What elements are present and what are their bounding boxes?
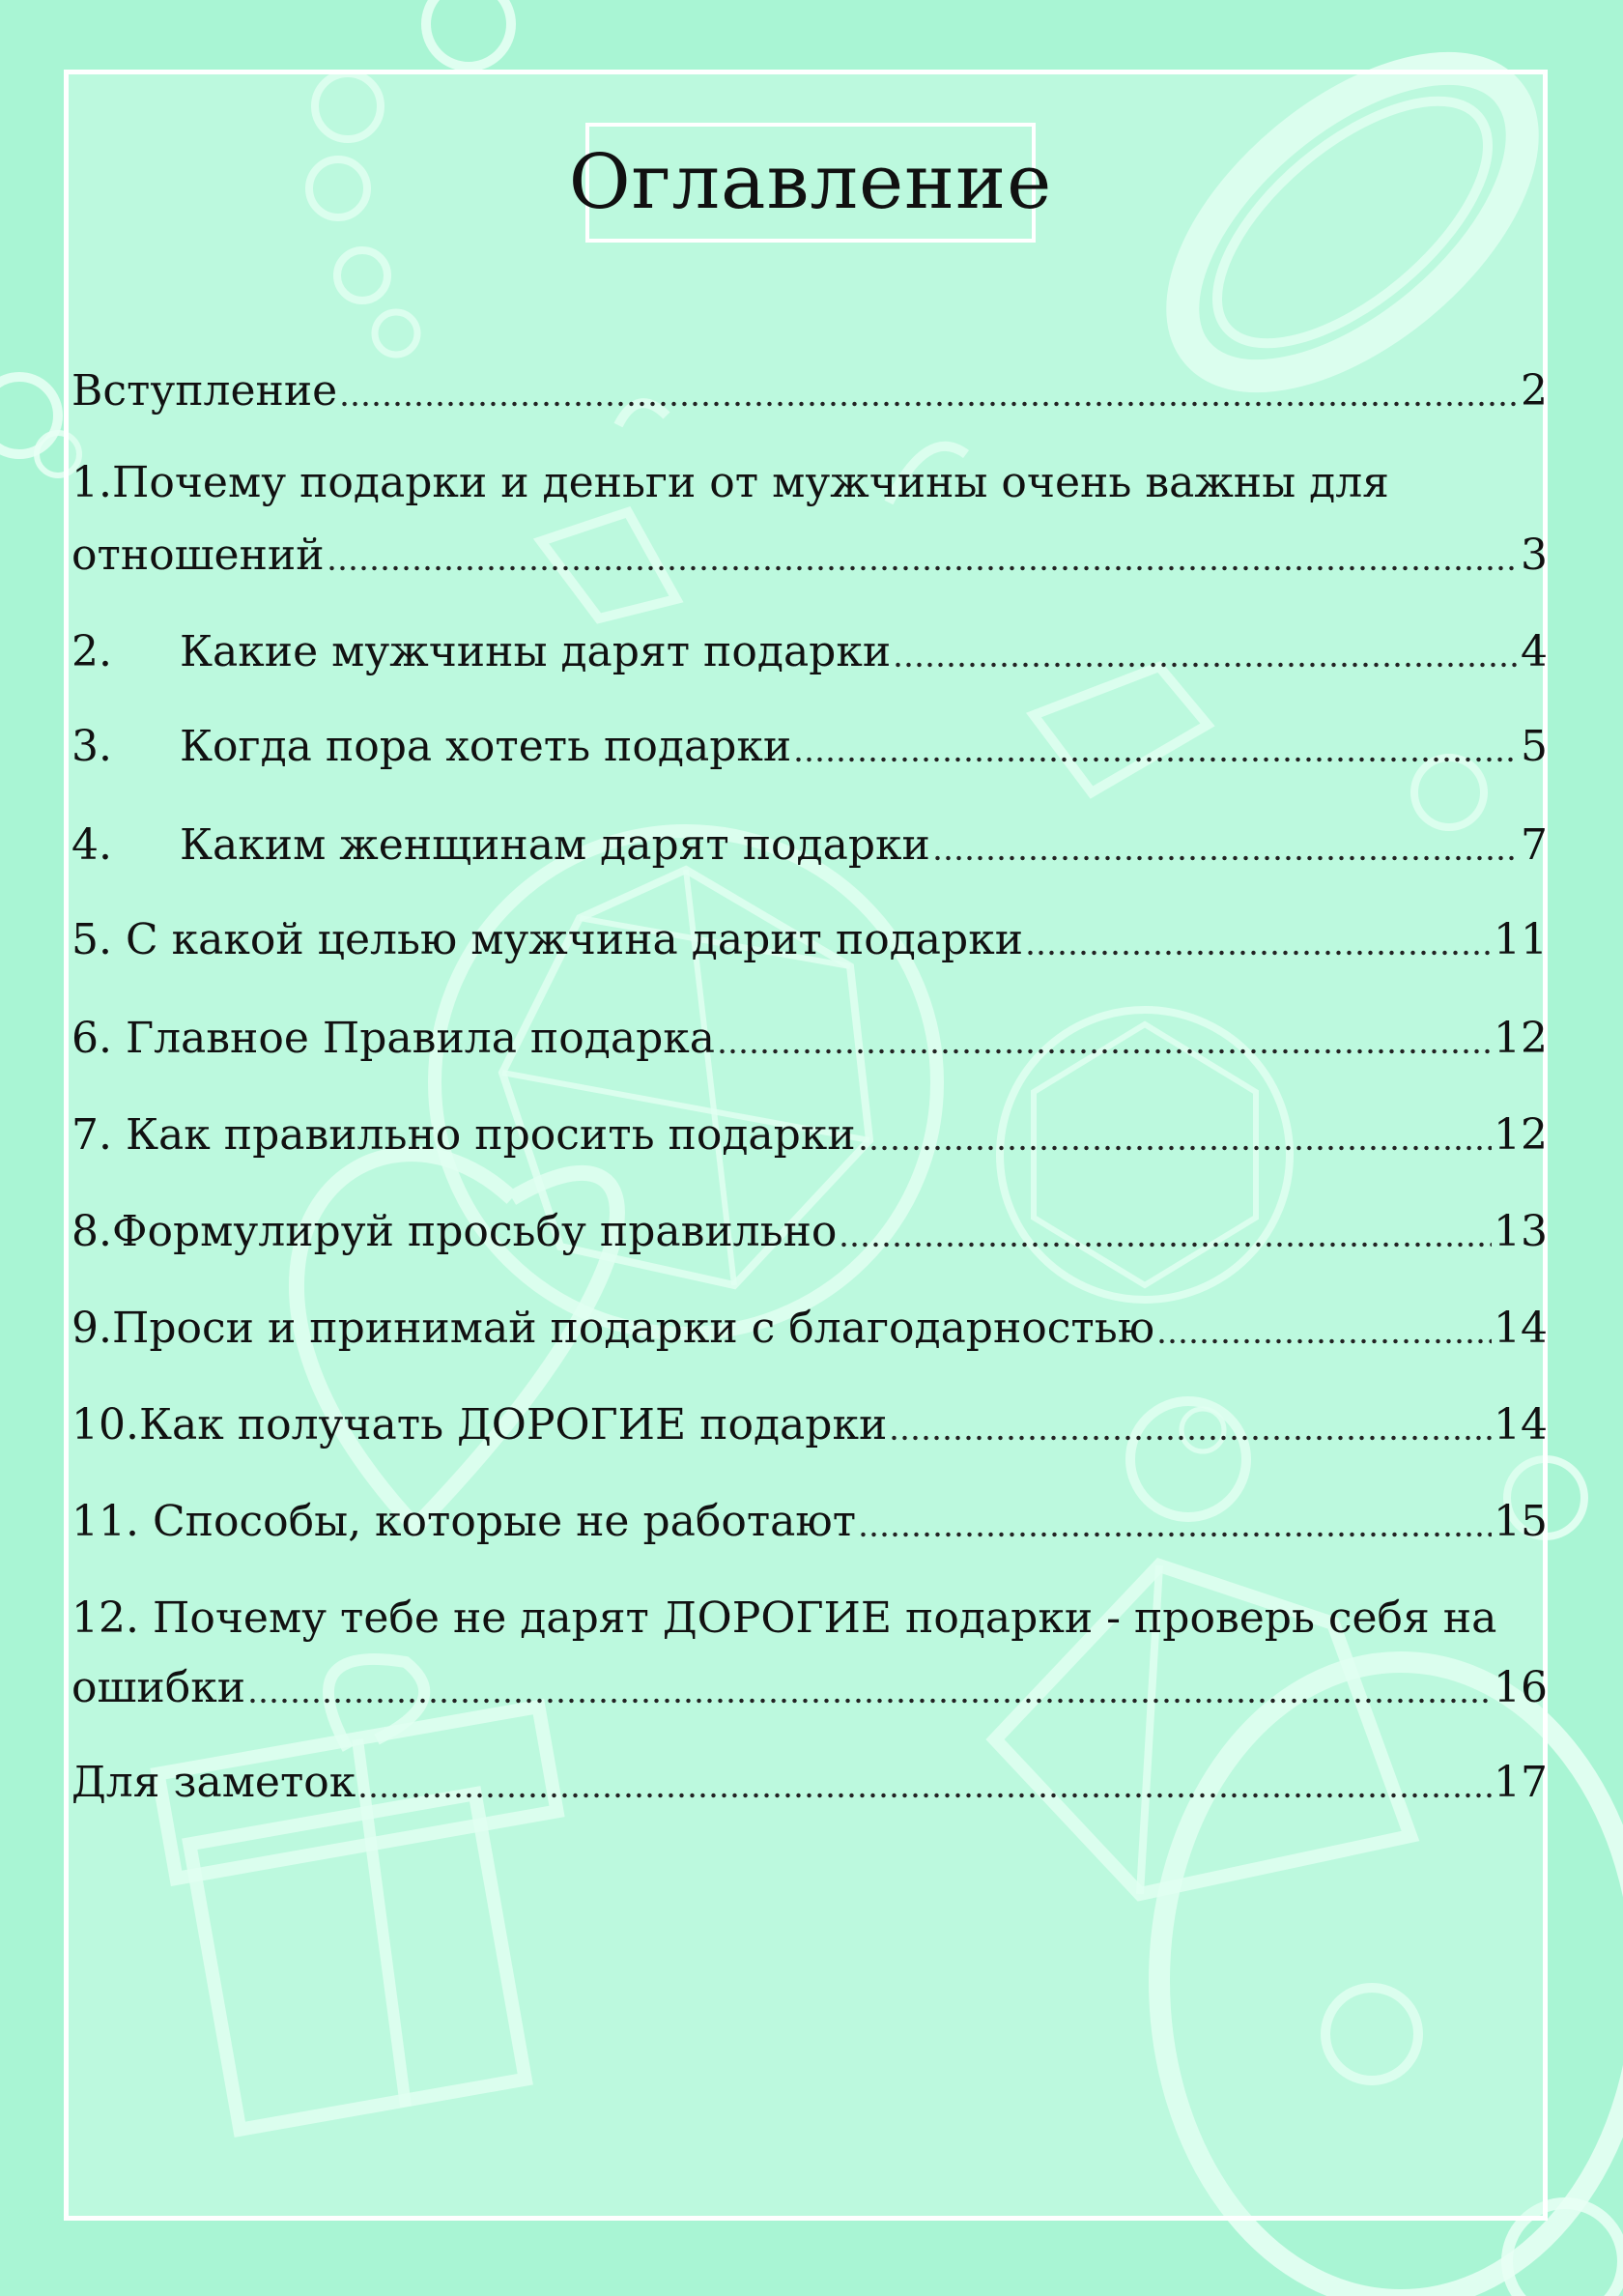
toc-entry-title: ошибки — [71, 1663, 246, 1712]
toc-entry-1[interactable] — [71, 522, 1550, 580]
leader-dots — [357, 1757, 1492, 1799]
toc-entry-9[interactable] — [71, 1295, 1550, 1353]
leader-dots — [893, 626, 1519, 669]
toc-page-number: 5 — [1521, 722, 1548, 771]
toc-entry-10[interactable] — [71, 1392, 1550, 1449]
toc-page-number: 15 — [1494, 1497, 1548, 1546]
leader-dots — [858, 1496, 1492, 1538]
leader-dots — [858, 1109, 1492, 1152]
toc-entry-2[interactable] — [71, 618, 1550, 676]
toc-entry-title: 8.Формулируй просьбу правильно — [71, 1207, 838, 1256]
toc-entry-6[interactable] — [71, 1005, 1550, 1063]
toc-page-number: 14 — [1494, 1304, 1548, 1353]
leader-dots — [1156, 1303, 1492, 1345]
toc-entry-title: Вступление — [71, 366, 338, 416]
toc-entry-title: 10.Как получать ДОРОГИЕ подарки — [71, 1400, 888, 1449]
toc-page-number: 11 — [1494, 915, 1548, 964]
toc-page-number: 16 — [1494, 1663, 1548, 1712]
toc-page-number: 14 — [1494, 1400, 1548, 1449]
leader-dots — [327, 530, 1519, 572]
toc-entry-7[interactable] — [71, 1102, 1550, 1160]
toc-page-number: 3 — [1521, 531, 1548, 580]
toc-entry-12[interactable] — [71, 1654, 1550, 1712]
toc-entry-1-line1[interactable] — [71, 449, 1550, 507]
leader-dots — [889, 1399, 1492, 1442]
title-box — [568, 123, 1053, 243]
page-title: Оглавление — [568, 139, 1053, 226]
leader-dots — [717, 1013, 1492, 1055]
toc-entry-5[interactable] — [71, 906, 1550, 964]
leader-dots — [247, 1662, 1492, 1705]
toc-page-number: 7 — [1521, 820, 1548, 870]
toc-entry-title: Когда пора хотеть подарки — [179, 722, 792, 771]
toc-entry-title: 9.Проси и принимай подарки с благодарностью — [71, 1304, 1155, 1353]
toc-entry-8[interactable] — [71, 1198, 1550, 1256]
toc-page-number: 12 — [1494, 1110, 1548, 1160]
toc-entry-title: 5. С какой целью мужчина дарит подарки — [71, 915, 1024, 964]
toc-entry-title: 11. Способы, которые не работают — [71, 1497, 857, 1546]
toc-entry-notes[interactable] — [71, 1749, 1550, 1807]
toc-entry-11[interactable] — [71, 1488, 1550, 1546]
leader-dots — [839, 1206, 1492, 1248]
toc-entry-title: 6. Главное Правила подарка — [71, 1014, 715, 1063]
toc-entry-title: Какие мужчины дарят подарки — [179, 627, 892, 676]
toc-entry-intro[interactable] — [71, 358, 1550, 416]
toc-entry-label: 2. — [71, 627, 112, 676]
toc-page-number: 12 — [1494, 1014, 1548, 1063]
toc-entry-12-line1[interactable] — [71, 1585, 1550, 1643]
toc-page-number: 2 — [1521, 366, 1548, 416]
toc-entry-title: 7. Как правильно просить подарки — [71, 1110, 856, 1160]
toc-page-number: 4 — [1521, 627, 1548, 676]
toc-entry-title: Для заметок — [71, 1758, 356, 1807]
toc-page-number: 17 — [1494, 1758, 1548, 1807]
leader-dots — [1025, 914, 1492, 957]
toc-entry-4[interactable] — [71, 812, 1550, 870]
toc-entry-label: 4. — [71, 820, 112, 870]
toc-entry-label: 3. — [71, 722, 112, 771]
toc-entry-title: Каким женщинам дарят подарки — [179, 820, 930, 870]
toc-entry-3[interactable] — [71, 713, 1550, 771]
leader-dots — [932, 819, 1519, 862]
toc-entry-title: отношений — [71, 531, 325, 580]
leader-dots — [339, 365, 1519, 408]
toc-page-number: 13 — [1494, 1207, 1548, 1256]
leader-dots — [793, 721, 1519, 763]
toc-entry-title: 1.Почему подарки и деньги от мужчины очень важны для — [71, 458, 1389, 507]
toc-entry-title: 12. Почему тебе не дарят ДОРОГИЕ подарки - проверь себя на — [71, 1593, 1497, 1643]
